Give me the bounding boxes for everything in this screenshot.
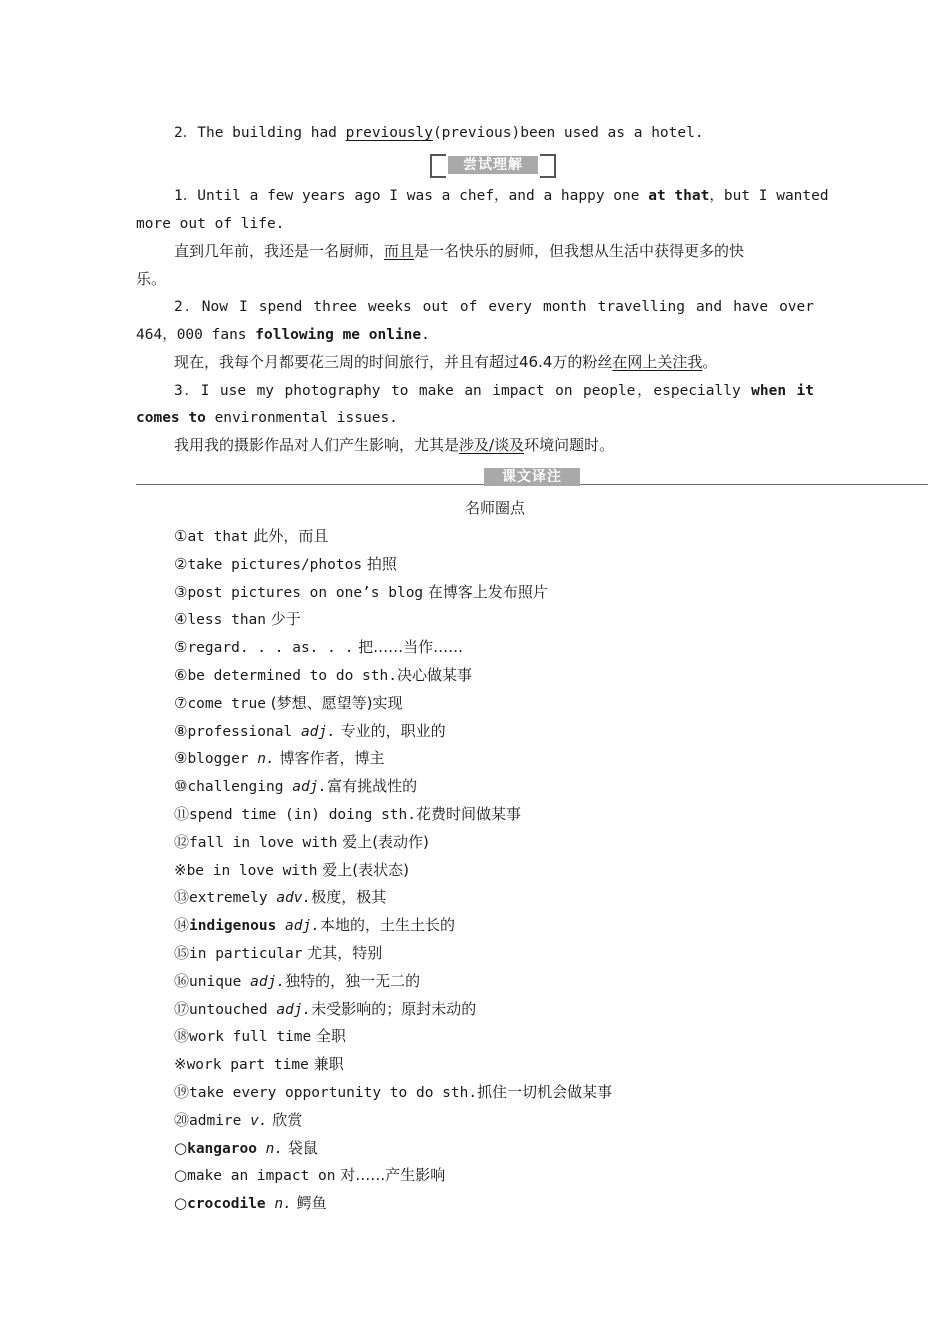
vocab-meaning: 爱上(表状态) — [317, 860, 410, 879]
try-item-translation: 现在，我每个月都要花三周的时间旅行，并且有超过46.4万的粉丝 — [174, 353, 613, 371]
vocab-term: post pictures on one’s blog — [187, 584, 424, 601]
try-item-translation: 是一名快乐的厨师，但我想从生活中获得更多的快 — [414, 242, 745, 260]
vocab-part-of-speech: adj. — [276, 918, 320, 935]
try-item-2-en-line2 — [136, 325, 430, 345]
try-item-3-en-line2 — [136, 408, 398, 428]
try-item-2-zh — [174, 352, 717, 372]
vocab-meaning: 袋鼠 — [283, 1138, 318, 1157]
vocab-meaning: (梦想、愿望等)实现 — [266, 693, 403, 712]
try-item-1-en-line1 — [174, 186, 829, 206]
vocab-item — [174, 1165, 445, 1186]
vocab-term: regard. . . as. . . — [187, 640, 354, 657]
try-item-3-en-line1 — [174, 381, 814, 401]
vocab-term: be in love with — [186, 862, 318, 879]
vocab-item — [174, 554, 397, 575]
try-item-translation-key: 涉及/谈及 — [459, 436, 525, 454]
vocab-marker: ※ — [174, 1055, 187, 1074]
try-item-translation: 。 — [702, 353, 718, 371]
example-number: 2． — [174, 125, 198, 141]
try-item-1-zh-line2: 乐。 — [136, 270, 167, 288]
vocab-meaning: 本地的，土生土长的 — [319, 916, 455, 935]
vocab-meaning: 富有挑战性的 — [327, 777, 418, 796]
try-item-text: 464，000 fans — [136, 327, 256, 343]
vocab-item — [174, 971, 420, 992]
try-item-key-phrase: at that — [648, 188, 710, 204]
try-item-text: Until a few years ago I was a chef，and a happy one — [197, 188, 649, 204]
vocab-term: unique — [189, 973, 242, 990]
try-item-number: 1． — [174, 188, 198, 204]
try-item-translation-key: 而且 — [384, 242, 415, 260]
try-item-translation: 环境问题时。 — [524, 436, 615, 454]
vocab-marker: ① — [174, 527, 188, 545]
vocab-meaning: 欣赏 — [267, 1110, 303, 1129]
vocab-marker: ○ — [174, 1166, 188, 1185]
vocab-part-of-speech: adj. — [283, 779, 328, 796]
vocab-term: spend time (in) doing sth. — [189, 807, 416, 823]
try-item-text: I use my photography to make an impact on people，especially — [200, 383, 752, 399]
vocab-part-of-speech: n. — [248, 751, 275, 768]
vocab-item — [174, 693, 403, 714]
vocab-term: come true — [187, 695, 267, 712]
vocab-part-of-speech: adj. — [267, 1001, 312, 1018]
vocab-item — [174, 943, 382, 964]
try-item-number: 3． — [174, 383, 201, 399]
vocab-meaning: 鳄鱼 — [291, 1194, 327, 1213]
vocab-meaning: 抓住一切机会做某事 — [477, 1083, 613, 1101]
vocab-term: challenging — [187, 779, 284, 796]
vocab-item — [174, 1054, 344, 1075]
vocab-term: extremely — [189, 890, 268, 907]
vocab-part-of-speech: adj. — [292, 723, 336, 740]
vocab-meaning: 拍照 — [362, 554, 397, 573]
vocab-item — [174, 887, 386, 908]
vocab-marker: ⑯ — [174, 971, 190, 990]
example-answer: previously — [345, 125, 433, 141]
vocab-term: work part time — [186, 1057, 309, 1074]
vocab-term: work full time — [189, 1029, 312, 1046]
try-item-key-phrase: when it — [751, 383, 815, 399]
vocab-meaning: 少于 — [266, 610, 301, 629]
vocab-marker: ⑳ — [174, 1110, 190, 1129]
vocab-marker: ⑤ — [174, 638, 188, 657]
vocab-marker: ⑬ — [174, 888, 190, 907]
try-item-3-zh — [174, 435, 614, 455]
vocab-marker: ⑰ — [174, 999, 190, 1018]
vocab-meaning: 此外，而且 — [248, 527, 329, 545]
vocab-meaning: 全职 — [311, 1027, 347, 1046]
vocab-term: admire — [189, 1112, 242, 1129]
vocab-item — [174, 721, 446, 742]
try-item-number: 2． — [174, 299, 202, 315]
banner-bracket-right — [540, 154, 556, 178]
vocab-term: take every opportunity to do sth. — [189, 1085, 478, 1101]
vocab-meaning: 把……当作…… — [353, 638, 464, 657]
vocab-marker: ⑭ — [174, 916, 190, 935]
vocab-meaning: 花费时间做某事 — [416, 805, 522, 823]
vocab-term: indigenous — [189, 918, 277, 935]
vocab-item — [174, 1138, 318, 1159]
try-item-translation: 直到几年前，我还是一名厨师， — [174, 242, 385, 260]
vocab-term: at that — [187, 529, 249, 545]
vocab-marker: ※ — [174, 860, 187, 879]
vocab-marker: ⑩ — [174, 777, 188, 796]
vocab-marker: ○ — [174, 1138, 188, 1157]
vocab-item — [174, 860, 409, 881]
vocab-meaning: 极度，极其 — [311, 888, 387, 907]
vocab-item — [174, 748, 385, 769]
vocab-meaning: 决心做某事 — [396, 666, 472, 684]
banner-bracket-left — [430, 154, 446, 178]
vocab-marker: ⑲ — [174, 1083, 190, 1101]
vocab-marker: ○ — [174, 1194, 188, 1213]
vocab-term: untouched — [189, 1001, 268, 1018]
vocab-term: in particular — [189, 946, 303, 962]
vocab-item — [174, 999, 476, 1020]
vocab-meaning: 兼职 — [308, 1055, 344, 1074]
vocab-meaning: 独特的，独一无二的 — [285, 971, 421, 990]
try-item-translation-key: 在网上关注我 — [612, 353, 703, 371]
try-item-text: environmental issues. — [205, 410, 398, 426]
vocab-item — [174, 526, 328, 547]
vocab-part-of-speech: n. — [265, 1196, 292, 1213]
vocab-marker: ④ — [174, 610, 188, 629]
try-item-text: Now I spend three weeks out of every month travelling and have over — [201, 299, 814, 315]
try-item-1-en-line2: more out of life. — [136, 216, 285, 232]
example-sentence — [174, 123, 704, 143]
vocab-marker: ⑨ — [174, 749, 188, 768]
vocab-marker: ⑮ — [174, 944, 190, 962]
example-text-pre: The building had — [197, 125, 346, 141]
vocab-item — [174, 637, 463, 658]
try-item-1-zh-line1 — [174, 241, 744, 261]
section-banner-text — [484, 466, 580, 488]
vocab-marker: ② — [174, 554, 188, 573]
vocab-item — [174, 1082, 612, 1103]
vocab-marker: ⑱ — [174, 1027, 190, 1046]
vocab-marker: ③ — [174, 582, 188, 601]
vocab-term: kangaroo — [187, 1140, 257, 1157]
vocab-marker: ⑫ — [174, 832, 190, 851]
vocab-marker: ⑥ — [174, 666, 188, 684]
vocab-meaning: 对……产生影响 — [335, 1166, 446, 1185]
vocab-marker: ⑧ — [174, 721, 188, 740]
vocab-term: crocodile — [187, 1196, 266, 1213]
vocab-term: fall in love with — [189, 834, 338, 851]
vocab-meaning: 尤其，特别 — [302, 944, 383, 962]
try-item-key-phrase: following me online — [255, 327, 422, 343]
vocab-item — [174, 776, 417, 797]
subheading: 名师圈点 — [464, 499, 525, 517]
vocab-part-of-speech: n. — [256, 1140, 284, 1157]
vocab-meaning: 专业的，职业的 — [335, 721, 446, 740]
vocab-meaning: 爱上(表动作) — [337, 832, 429, 851]
vocab-item — [174, 1026, 346, 1047]
try-item-key-phrase: comes to — [136, 410, 206, 426]
vocab-part-of-speech: adv. — [267, 890, 312, 907]
vocab-item — [174, 582, 548, 603]
section-banner-try — [430, 154, 556, 176]
vocab-part-of-speech: v. — [241, 1112, 268, 1129]
example-text-post: (previous)been used as a hotel. — [432, 125, 704, 141]
section-title-text: 课文译注 — [484, 468, 580, 486]
vocab-item — [174, 609, 301, 630]
try-item-text: . — [421, 327, 430, 343]
vocab-meaning: 博客作者，博主 — [274, 749, 385, 768]
try-item-translation: 我用我的摄影作品对人们产生影响，尤其是 — [174, 436, 460, 454]
vocab-item — [174, 665, 472, 686]
vocab-term: be determined to do sth. — [187, 668, 397, 684]
vocab-marker: ⑪ — [174, 805, 190, 823]
vocab-term: professional — [187, 723, 293, 740]
vocab-item — [174, 915, 455, 936]
vocab-item — [174, 804, 521, 825]
vocab-item — [174, 1110, 302, 1131]
vocab-meaning: 在博客上发布照片 — [423, 582, 548, 601]
section-title-try: 尝试理解 — [448, 156, 538, 174]
vocab-part-of-speech: adj. — [241, 973, 286, 990]
try-item-text: ，but I wanted — [709, 188, 829, 204]
vocab-marker: ⑦ — [174, 693, 188, 712]
vocab-item — [174, 832, 429, 853]
vocab-term: less than — [187, 612, 267, 629]
vocab-term: make an impact on — [187, 1168, 336, 1185]
try-item-2-en-line1 — [174, 297, 814, 317]
vocab-term: blogger — [187, 751, 249, 768]
vocab-term: take pictures/photos — [187, 556, 363, 573]
vocab-item — [174, 1193, 327, 1214]
vocab-meaning: 未受影响的；原封未动的 — [311, 999, 477, 1018]
